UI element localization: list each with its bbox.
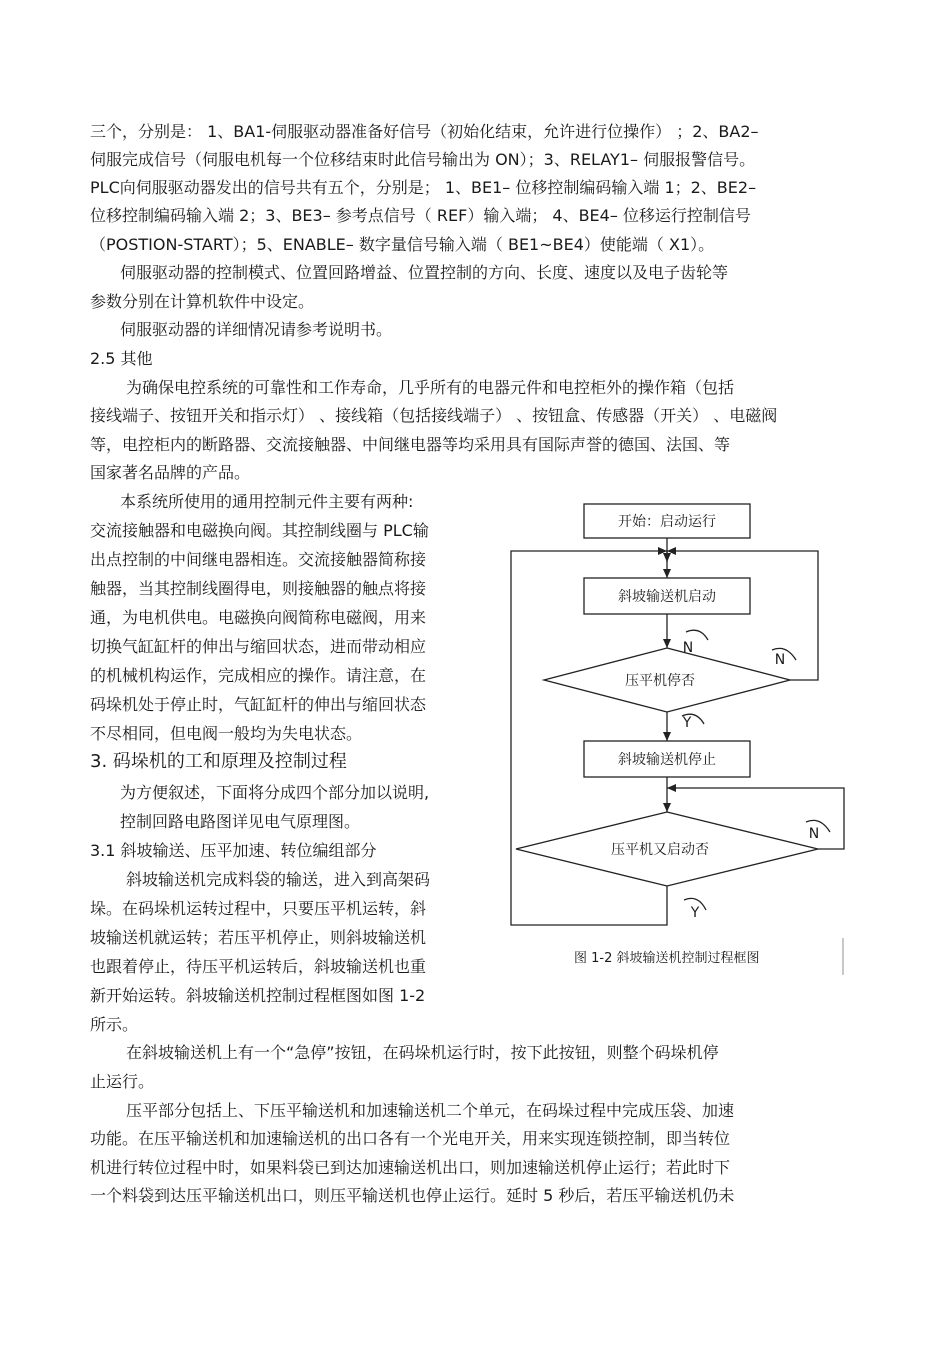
para7-line4: 也跟着停止，待压平机运转后，斜坡输送机也重 [90,957,427,976]
start-label: 开始：启动运行 [618,514,716,530]
para9-line3: 机进行转位过程中时，如果料袋已到达加速输送机出口，则加速输送机停止运行；若此时下 [90,1158,731,1177]
para9-line2: 功能。在压平输送机和加速输送机的出口各有一个光电开关，用来实现连锁控制，即当转位 [90,1129,731,1148]
para7-line3: 坡输送机就运转；若压平机停止，则斜坡输送机 [90,928,427,947]
para6-line1: 为方便叙述，下面将分成四个部分加以说明, [120,783,430,802]
para1-line2: 伺服完成信号（伺服电机每一个位移结束时此信号输出为 ON）；3、RELAY1– 伺服报警信号。 [90,150,756,169]
para1-line5: （POSTION-START）；5、ENABLE– 数字量信号输入端（ BE1~BE4）使能端（ X1）。 [90,235,715,254]
conveyor-stop-label: 斜坡输送机停止 [618,752,716,768]
branch-n-label-3: N [808,826,820,842]
figure-caption: 图 1-2 斜坡输送机控制过程框图 [574,951,760,966]
para2-line2: 参数分别在计算机软件中设定。 [90,292,315,311]
conveyor-start-label: 斜坡输送机启动 [618,589,716,605]
para1-line4: 位移控制编码输入端 2；3、BE3– 参考点信号（ REF）输入端； 4、BE4– 位移运行控制信号 [90,206,751,225]
para2-line1: 伺服驱动器的控制模式、位置回路增益、位置控制的方向、长度、速度以及电子齿轮等 [120,263,729,282]
section-2-5-heading: 2.5 其他 [90,349,153,368]
para1-line1: 三个，分别是： 1、BA1-伺服驱动器准备好信号（初始化结束，允许进行位操作） ；2、BA2– [90,122,759,141]
para5-line1: 本系统所使用的通用控制元件主要有两种: [120,492,414,511]
para5-line3: 出点控制的中间继电器相连。交流接触器简称接 [90,550,427,569]
branch-n-label-2: N [774,652,786,668]
para5-line7: 的机械机构运作，完成相应的操作。请注意，在 [90,666,427,685]
para9-line1: 压平部分包括上、下压平输送机和加速输送机二个单元，在码垛过程中完成压袋、加速 [126,1101,735,1120]
para9-line4: 一个料袋到达压平输送机出口，则压平输送机也停止运行。延时 5 秒后，若压平输送机仍未 [90,1186,735,1205]
flatten-restarted-label: 压平机又启动否 [611,842,709,858]
branch-n-label-1: N [682,640,694,656]
para4-line3: 等，电控柜内的断路器、交流接触器、中间继电器等均采用具有国际声誉的德国、法国、等 [90,435,731,454]
branch-y-label-2: Y [690,905,700,921]
para7-line6: 所示。 [90,1015,139,1034]
para4-line1: 为确保电控系统的可靠性和工作寿命，几乎所有的电器元件和电控柜外的操作箱（包括 [126,378,735,397]
para5-line9: 不尽相同，但电阀一般均为失电状态。 [90,724,363,743]
para4-line2: 接线端子、按钮开关和指示灯） 、接线箱（包括接线端子） 、按钮盒、传感器（开关） 、电磁阀 [90,406,778,425]
para1-line3: PLC向伺服驱动器发出的信号共有五个，分别是； 1、BE1– 位移控制编码输入端 1；2、BE2– [90,178,757,197]
para8-line1: 在斜坡输送机上有一个“急停”按钮，在码垛机运行时，按下此按钮，则整个码垛机停 [126,1043,719,1062]
section-3-heading: 3. 码垛机的工和原理及控制过程 [90,751,347,772]
para5-line4: 触器，当其控制线圈得电，则接触器的触点将接 [90,579,427,598]
para5-line2: 交流接触器和电磁换向阀。其控制线圈与 PLC输 [90,521,429,540]
para5-line5: 通，为电机供电。电磁换向阀简称电磁阀，用来 [90,608,427,627]
section-3-1-heading: 3.1 斜坡输送、压平加速、转位编组部分 [90,841,377,860]
para7-line1: 斜坡输送机完成料袋的输送，进入到高架码 [126,870,431,889]
para5-line6: 切换气缸缸杆的伸出与缩回状态，进而带动相应 [90,637,427,656]
para3: 伺服驱动器的详细情况请参考说明书。 [120,320,393,339]
para7-line2: 垛。在码垛机运转过程中，只要压平机运转，斜 [90,899,427,918]
para7-line5: 新开始运转。斜坡输送机控制过程框图如图 1-2 [90,986,426,1005]
branch-y-label-1: Y [682,715,692,731]
para6-line2: 控制回路电路图详见电气原理图。 [120,812,361,831]
para5-line8: 码垛机处于停止时，气缸缸杆的伸出与缩回状态 [90,695,427,714]
para8-line2: 止运行。 [90,1072,155,1091]
para4-line4: 国家著名品牌的产品。 [90,463,251,482]
flatten-stopped-label: 压平机停否 [625,673,695,689]
